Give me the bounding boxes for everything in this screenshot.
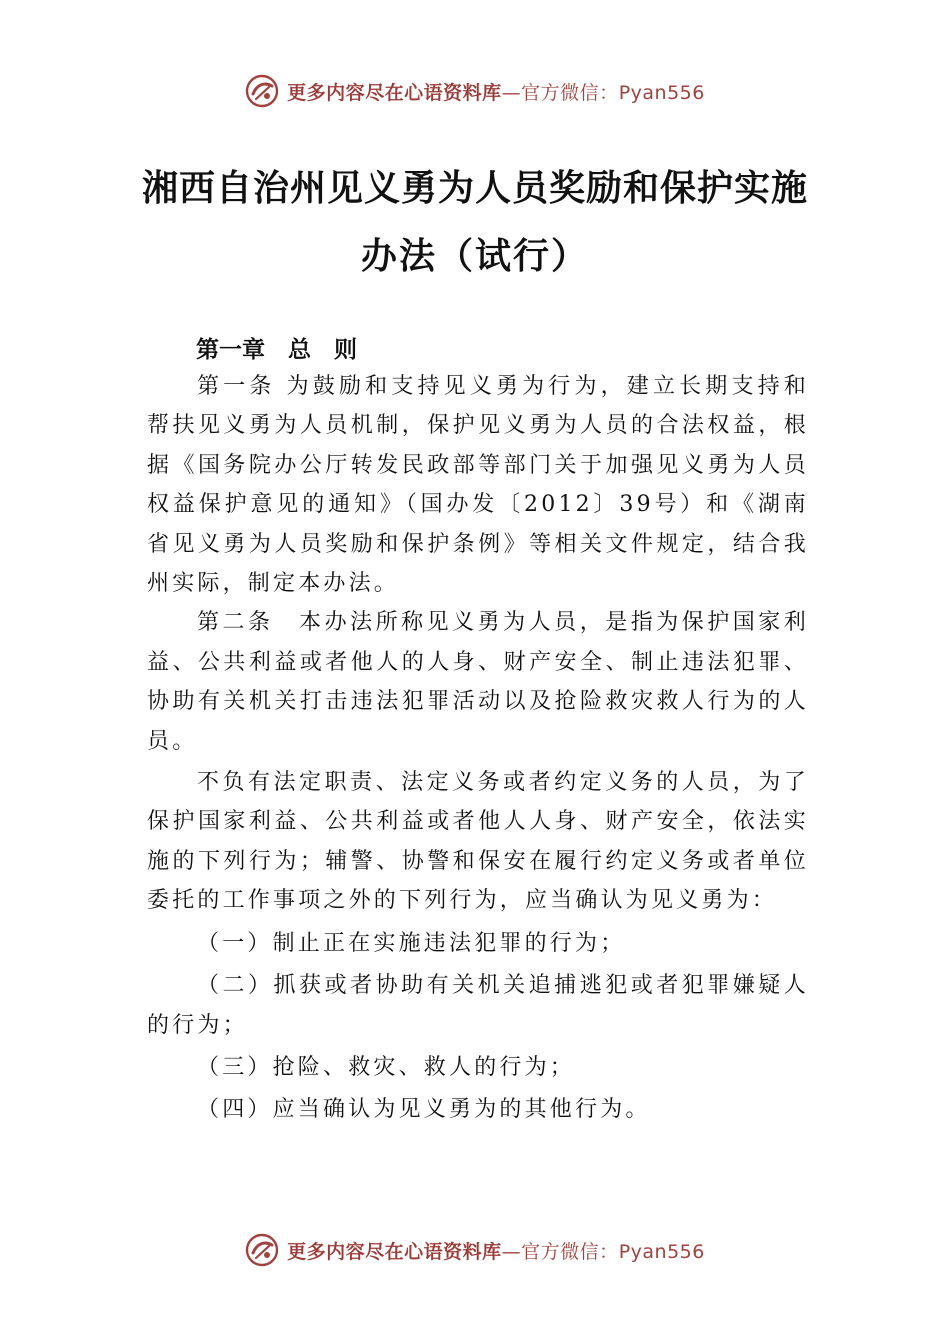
- chapter-heading: 第一章 总 则: [196, 337, 357, 363]
- article-1-paragraph: 第一条 为鼓励和支持见义勇为行为，建立长期支持和帮扶见义勇为人员机制，保护见义勇为人员的合法权益，根据《国务院办公厅转发民政部等部门关于加强见义勇为人员权益保护意见的通知》（国办发〔2012〕39号）和《湖南省见义勇为人员奖励和保护条例》等相关文件规定，结合我州实际，制定本办法。: [147, 374, 809, 597]
- watermark-text: [287, 78, 705, 105]
- watermark-main-text: 更多内容尽在心语资料库: [287, 81, 502, 104]
- watermark-wechat-id: Pyan556: [618, 81, 705, 104]
- document-title-line-1: 湘西自治州见义勇为人员奖励和保护实施: [141, 167, 808, 209]
- list-item-2: （二）抓获或者协助有关机关追捕逃犯或者犯罪嫌疑人的行为；: [147, 973, 809, 1038]
- list-item-3: （三）抢险、救灾、救人的行为；: [197, 1054, 576, 1080]
- watermark-wechat-id: Pyan556: [618, 1240, 705, 1263]
- list-item-1: （一）制止正在实施违法犯罪的行为；: [197, 930, 626, 956]
- watermark-separator: —: [501, 81, 522, 104]
- watermark-main-text: 更多内容尽在心语资料库: [287, 1240, 502, 1263]
- watermark-wechat-label: 官方微信：: [521, 1240, 619, 1263]
- document-body: [147, 367, 809, 1130]
- watermark-header: [0, 74, 950, 108]
- conditions-paragraph: 不负有法定职责、法定义务或者约定义务的人员，为了保护国家利益、公共利益或者他人人身、财产安全，依法实施的下列行为；辅警、协警和保安在履行约定义务或者单位委托的工作事项之外的下列行为，应当确认为见义勇为：: [147, 770, 809, 914]
- watermark-text: [287, 1237, 705, 1264]
- list-item-4: （四）应当确认为见义勇为的其他行为。: [197, 1097, 651, 1123]
- watermark-logo-icon: [245, 74, 279, 108]
- document-title-line-2: 办法（试行）: [360, 235, 589, 277]
- watermark-wechat-label: 官方微信：: [521, 81, 619, 104]
- watermark-logo-icon: [245, 1233, 279, 1267]
- watermark-footer: [0, 1233, 950, 1267]
- watermark-separator: —: [501, 1240, 522, 1263]
- article-2-paragraph: 第二条 本办法所称见义勇为人员，是指为保护国家利益、公共利益或者他人的人身、财产安全、制止违法犯罪、协助有关机关打击违法犯罪活动以及抢险救灾救人行为的人员。: [147, 610, 809, 754]
